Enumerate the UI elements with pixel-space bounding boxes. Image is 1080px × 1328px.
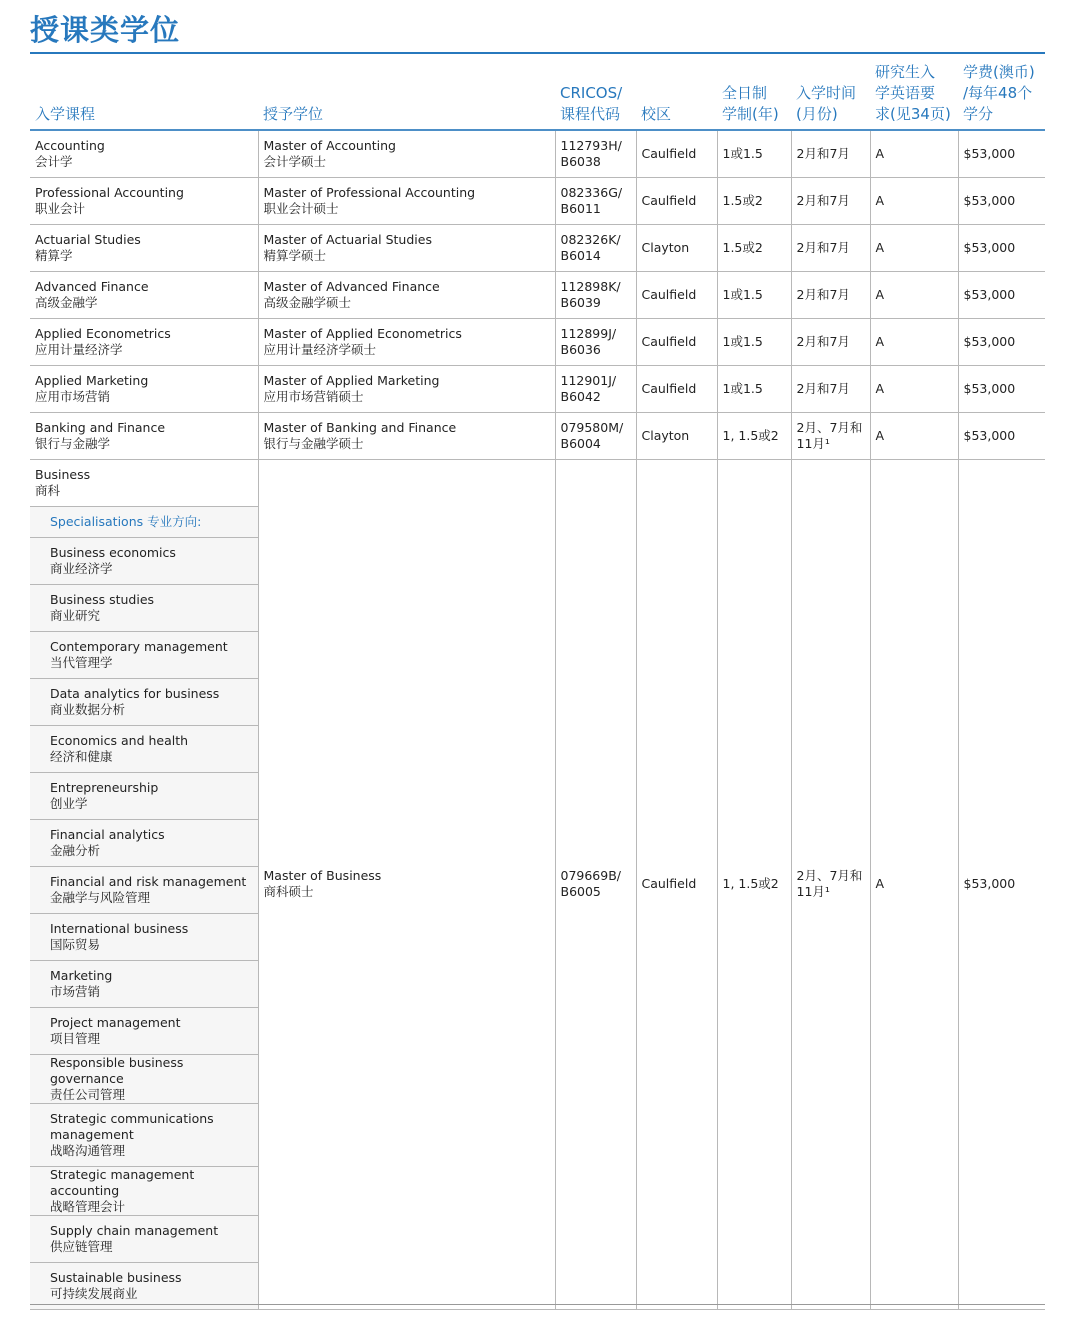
course-name-zh: 会计学 <box>35 153 73 169</box>
title-divider <box>30 52 1045 54</box>
header-cricos: CRICOS/ 课程代码 <box>555 55 636 130</box>
degree-name-zh: 会计学硕士 <box>263 153 327 169</box>
degree-name-en: Master of Professional Accounting <box>263 184 476 200</box>
course-cell <box>30 224 258 271</box>
specialisation-name-en: Economics and health <box>50 732 189 748</box>
fee-cell: $53,000 <box>958 271 1045 318</box>
english-cell: A <box>870 271 958 318</box>
table-row <box>30 177 1045 224</box>
course-cell <box>30 130 258 177</box>
cricos-code: 112899J/ <box>560 325 617 341</box>
intake-cell: 2月、7月和 11月¹ <box>791 459 870 1309</box>
specialisation-name-zh: 战略沟通管理 <box>50 1142 126 1158</box>
intake-cell: 2月、7月和 11月¹ <box>791 412 870 459</box>
degree-cell <box>258 224 555 271</box>
header-intake: 入学时间 (月份) <box>791 55 870 130</box>
table-row <box>30 459 1045 506</box>
specialisation-name-zh: 项目管理 <box>50 1030 101 1046</box>
degree-name-zh: 银行与金融学硕士 <box>263 435 364 451</box>
specialisation-name-en: Financial analytics <box>50 826 165 842</box>
specialisation-name-zh: 创业学 <box>50 795 88 811</box>
degree-name-zh: 应用计量经济学硕士 <box>263 341 377 357</box>
table-row <box>30 271 1045 318</box>
degree-cell <box>258 459 555 1309</box>
duration-cell: 1.5或2 <box>717 224 791 271</box>
degree-name-zh: 商科硕士 <box>263 884 314 899</box>
specialisation-item <box>30 1215 258 1262</box>
degree-table <box>30 55 1045 1310</box>
specialisation-item <box>30 537 258 584</box>
specialisation-name-en: International business <box>50 920 189 936</box>
specialisation-name-zh: 商业经济学 <box>50 560 113 576</box>
degree-cell <box>258 412 555 459</box>
duration-cell: 1或1.5 <box>717 365 791 412</box>
degree-name-en: Master of Banking and Finance <box>263 419 457 435</box>
english-cell: A <box>870 365 958 412</box>
fee-cell: $53,000 <box>958 412 1045 459</box>
campus-cell: Caulfield <box>636 459 717 1309</box>
specialisation-item <box>30 678 258 725</box>
duration-cell: 1, 1.5或2 <box>717 459 791 1309</box>
cricos-cell <box>555 177 636 224</box>
table-row <box>30 365 1045 412</box>
degree-name-en: Master of Business <box>263 868 382 883</box>
cricos-cell <box>555 365 636 412</box>
specialisation-name-en: Data analytics for business <box>50 685 220 701</box>
degree-cell <box>258 177 555 224</box>
specialisation-item <box>30 960 258 1007</box>
specialisation-name-en: Financial and risk management <box>50 873 247 889</box>
specialisation-item <box>30 1166 258 1215</box>
header-duration: 全日制 学制(年) <box>717 55 791 130</box>
course-cell <box>30 412 258 459</box>
specialisation-item <box>30 913 258 960</box>
course-cell <box>30 459 258 506</box>
degree-cell <box>258 365 555 412</box>
specialisation-name-en: Strategic communications management <box>50 1110 214 1142</box>
specialisation-item <box>30 1007 258 1054</box>
english-cell: A <box>870 130 958 177</box>
header-row <box>30 55 1045 130</box>
course-code: B6042 <box>560 388 601 404</box>
course-code: B6038 <box>560 153 601 169</box>
header-english: 研究生入 学英语要 求(见34页) <box>870 55 958 130</box>
intake-cell: 2月和7月 <box>791 318 870 365</box>
intake-cell: 2月和7月 <box>791 365 870 412</box>
course-name-en: Professional Accounting <box>35 184 184 200</box>
course-name-zh: 高级金融学 <box>35 294 98 310</box>
course-cell <box>30 365 258 412</box>
cricos-cell <box>555 459 636 1309</box>
course-code: B6004 <box>560 435 601 451</box>
fee-cell: $53,000 <box>958 318 1045 365</box>
cricos-code: 112901J/ <box>560 372 617 388</box>
degree-name-en: Master of Accounting <box>263 137 396 153</box>
specialisation-item <box>30 1262 258 1309</box>
degree-name-en: Master of Applied Econometrics <box>263 325 462 341</box>
english-cell: A <box>870 412 958 459</box>
table-bottom-rule <box>30 1304 1045 1305</box>
specialisation-item <box>30 772 258 819</box>
specialisation-name-en: Project management <box>50 1014 181 1030</box>
specialisation-name-en: Marketing <box>50 967 113 983</box>
specialisations-heading: Specialisations 专业方向: <box>30 506 258 537</box>
specialisation-name-en: Contemporary management <box>50 638 228 654</box>
duration-cell: 1, 1.5或2 <box>717 412 791 459</box>
cricos-code: 079580M/ <box>560 419 624 435</box>
cricos-code: 112898K/ <box>560 278 621 294</box>
degree-name-en: Master of Actuarial Studies <box>263 231 432 247</box>
degree-name-zh: 职业会计硕士 <box>263 200 339 216</box>
cricos-cell <box>555 130 636 177</box>
specialisation-name-zh: 战略管理会计 <box>50 1198 126 1214</box>
degree-name-en: Master of Advanced Finance <box>263 278 440 294</box>
course-code: B6011 <box>560 200 601 216</box>
course-name-zh: 商科 <box>35 482 61 498</box>
specialisation-name-zh: 市场营销 <box>50 983 101 999</box>
specialisation-item <box>30 725 258 772</box>
header-fee: 学费(澳币) /每年48个 学分 <box>958 55 1045 130</box>
cricos-cell <box>555 271 636 318</box>
specialisation-name-zh: 责任公司管理 <box>50 1086 126 1102</box>
degree-cell <box>258 271 555 318</box>
cricos-code: 082326K/ <box>560 231 621 247</box>
english-cell: A <box>870 177 958 224</box>
course-name-en: Business <box>35 466 91 482</box>
cricos-cell <box>555 412 636 459</box>
course-name-en: Applied Marketing <box>35 372 149 388</box>
specialisation-item <box>30 866 258 913</box>
specialisation-item <box>30 631 258 678</box>
campus-cell: Caulfield <box>636 318 717 365</box>
degree-name-zh: 高级金融学硕士 <box>263 294 352 310</box>
course-code: B6036 <box>560 341 601 357</box>
specialisation-name-en: Business studies <box>50 591 155 607</box>
cricos-cell <box>555 224 636 271</box>
specialisation-name-en: Strategic management accounting <box>50 1166 195 1198</box>
specialisation-item <box>30 584 258 631</box>
specialisation-item <box>30 1103 258 1166</box>
duration-cell: 1或1.5 <box>717 130 791 177</box>
page-title: 授课类学位 <box>30 13 181 47</box>
specialisation-item <box>30 1054 258 1103</box>
campus-cell: Caulfield <box>636 130 717 177</box>
specialisation-name-zh: 金融分析 <box>50 842 101 858</box>
intake-cell: 2月和7月 <box>791 177 870 224</box>
degree-name-en: Master of Applied Marketing <box>263 372 440 388</box>
specialisation-name-en: Responsible business governance <box>50 1054 184 1086</box>
cricos-code: 079669B/ <box>560 868 622 883</box>
course-name-zh: 职业会计 <box>35 200 86 216</box>
course-name-en: Advanced Finance <box>35 278 149 294</box>
course-name-zh: 应用计量经济学 <box>35 341 123 357</box>
course-name-en: Accounting <box>35 137 105 153</box>
table-row <box>30 130 1045 177</box>
duration-cell: 1或1.5 <box>717 318 791 365</box>
degree-cell <box>258 130 555 177</box>
specialisation-name-zh: 商业研究 <box>50 607 101 623</box>
course-name-en: Applied Econometrics <box>35 325 171 341</box>
cricos-code: 082336G/ <box>560 184 623 200</box>
degree-cell <box>258 318 555 365</box>
specialisation-name-zh: 金融学与风险管理 <box>50 889 151 905</box>
fee-cell: $53,000 <box>958 130 1045 177</box>
campus-cell: Clayton <box>636 412 717 459</box>
campus-cell: Caulfield <box>636 365 717 412</box>
specialisation-name-zh: 国际贸易 <box>50 936 101 952</box>
duration-cell: 1.5或2 <box>717 177 791 224</box>
cricos-cell <box>555 318 636 365</box>
course-code: B6039 <box>560 294 601 310</box>
english-cell: A <box>870 318 958 365</box>
header-degree: 授予学位 <box>258 55 555 130</box>
specialisation-name-en: Supply chain management <box>50 1222 219 1238</box>
table-row <box>30 412 1045 459</box>
course-name-zh: 应用市场营销 <box>35 388 111 404</box>
table-row <box>30 318 1045 365</box>
specialisation-name-en: Sustainable business <box>50 1269 182 1285</box>
specialisation-name-en: Business economics <box>50 544 176 560</box>
intake-cell: 2月和7月 <box>791 271 870 318</box>
degree-name-zh: 精算学硕士 <box>263 247 327 263</box>
duration-cell: 1或1.5 <box>717 271 791 318</box>
campus-cell: Caulfield <box>636 271 717 318</box>
campus-cell: Caulfield <box>636 177 717 224</box>
header-campus: 校区 <box>636 55 717 130</box>
intake-cell: 2月和7月 <box>791 130 870 177</box>
course-code: B6005 <box>560 884 601 899</box>
fee-cell: $53,000 <box>958 177 1045 224</box>
specialisation-name-zh: 可持续发展商业 <box>50 1285 138 1301</box>
course-name-zh: 银行与金融学 <box>35 435 111 451</box>
cricos-code: 112793H/ <box>560 137 622 153</box>
header-course: 入学课程 <box>30 55 258 130</box>
fee-cell: $53,000 <box>958 459 1045 1309</box>
specialisation-item <box>30 819 258 866</box>
fee-cell: $53,000 <box>958 365 1045 412</box>
specialisation-name-zh: 商业数据分析 <box>50 701 126 717</box>
course-code: B6014 <box>560 247 601 263</box>
fee-cell: $53,000 <box>958 224 1045 271</box>
course-name-zh: 精算学 <box>35 247 73 263</box>
course-name-en: Actuarial Studies <box>35 231 141 247</box>
english-cell: A <box>870 224 958 271</box>
course-name-en: Banking and Finance <box>35 419 166 435</box>
specialisation-name-zh: 供应链管理 <box>50 1238 113 1254</box>
degree-name-zh: 应用市场营销硕士 <box>263 388 364 404</box>
specialisation-name-en: Entrepreneurship <box>50 779 159 795</box>
english-cell: A <box>870 459 958 1309</box>
table-row <box>30 224 1045 271</box>
course-cell <box>30 318 258 365</box>
specialisation-name-zh: 经济和健康 <box>50 748 113 764</box>
course-cell <box>30 177 258 224</box>
intake-cell: 2月和7月 <box>791 224 870 271</box>
campus-cell: Clayton <box>636 224 717 271</box>
course-cell <box>30 271 258 318</box>
specialisation-name-zh: 当代管理学 <box>50 654 113 670</box>
